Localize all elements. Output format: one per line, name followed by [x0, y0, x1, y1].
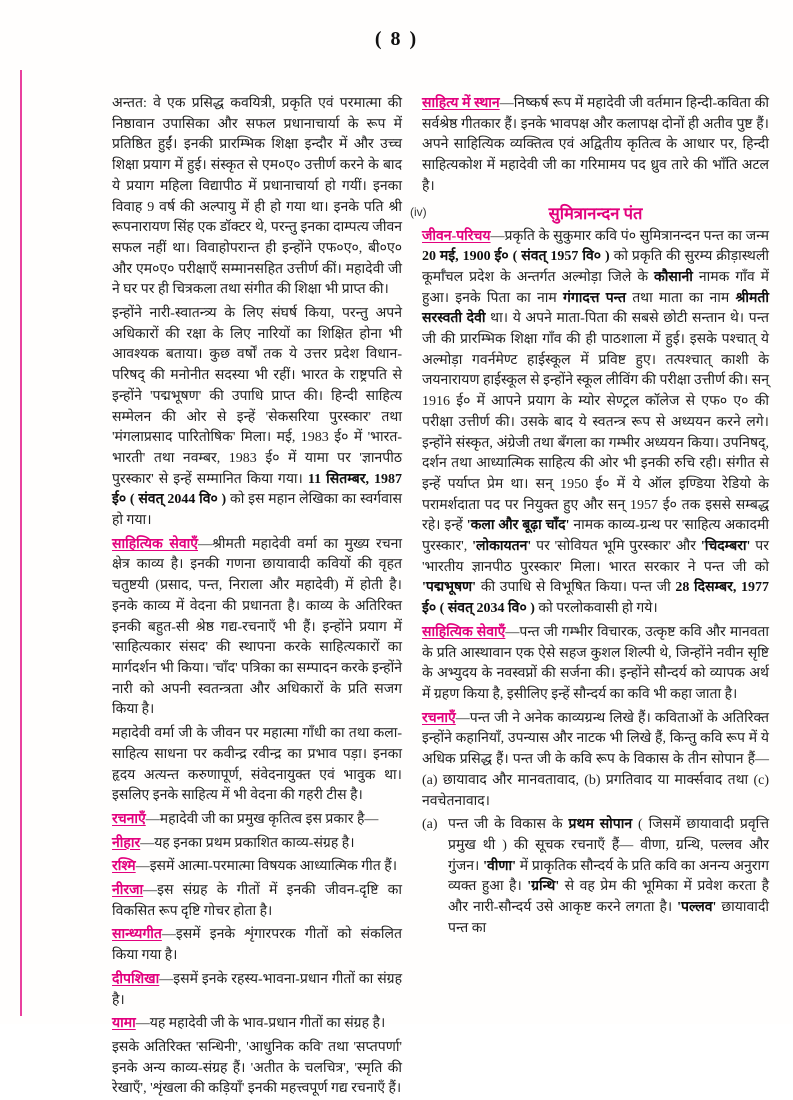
text-segment: महादेवी वर्मा जी के जीवन पर महात्मा गाँधी का तथा कला-साहित्य साधना पर कवीन्द्र रवीन्द्र का प्रभाव पड़ा। इनका हृदय अत्यन्त करुणापूर्ण, संवेदनायुक्त एवं भावुक था। इसलिए इनके साहित्य में भी वेदना की गहरी टीस है। [112, 726, 402, 804]
text-segment: गंगादत्त पन्त [562, 290, 626, 306]
left-column [112, 94, 402, 1097]
paragraph-sahityik-sevayen-pant [422, 623, 769, 706]
text-segment: छायावादी पन्त का [448, 900, 769, 936]
work-entry-nihar [112, 834, 402, 855]
text-segment: अन्तत: वे एक प्रसिद्ध कवयित्री, प्रकृति एवं परमात्मा की निष्ठावान उपासिका और सफल प्रधानाचार्या के रूप में प्रतिष्ठित हुईं। इनकी प्रारम्भिक शिक्षा इन्दौर में और उच्च शिक्षा प्रयाग में हुई। संस्कृत से एम०ए० उत्तीर्ण करने के बाद ये प्रयाग महिला विद्यापीठ में प्रधानाचार्या हो गयीं। इनका विवाह 9 वर्ष की अल्पायु में ही हो गया था। इनके पति श्री रूपनारायण सिंह एक डॉक्टर थे, परन्तु इनका दाम्पत्य जीवन सफल नहीं था। विवाहोपरान्त ही इन्होंने एफ०ए०, बी०ए० और एम०ए० परीक्षाएँ सम्मानसहित उत्तीर्ण कीं। महादेवी जी ने घर पर ही चित्रकला तथा संगीत की शिक्षा भी प्राप्त की। [112, 96, 402, 298]
text-segment: की उपाधि से विभूषित किया। पन्त जी [476, 580, 676, 596]
paragraph-influence [112, 724, 402, 807]
text-segment: को परलोकवासी हो गये। [534, 601, 658, 617]
text-segment: कौसानी [654, 269, 693, 285]
text-segment: —श्रीमती महादेवी वर्मा का मुख्य रचना क्षेत्र काव्य है। इनकी गणना छायावादी कवियों की वृहत चतुष्टयी (प्रसाद, पन्त, निराला और महादेवी) में होती है। इनके काव्य में वेदना की प्रधानता है। काव्य के अतिरिक्त इनकी बहुत-सी श्रेष्ठ गद्य-रचनाएँ भी हैं। इन्होंने प्रयाग में 'साहित्यकार संसद' की स्थापना करके साहित्यकारों का मार्गदर्शन भी किया। 'चाँद' पत्रिका का सम्पादन करके इन्होंने नारी को अपनी स्वतन्त्रता और अधिकारों के प्रति सजग किया है। [112, 536, 402, 718]
text-segment: —इसमें इनके रहस्य-भावना-प्रधान गीतों का संग्रह है। [112, 971, 402, 1008]
paragraph-rachnayen-pant [422, 709, 769, 813]
text-segment: पर 'भारतीय ज्ञानपीठ पुरस्कार' मिला। भारत सरकार ने पन्त जी को [422, 539, 769, 575]
text-segment: ( जिसमें छायावादी प्रवृत्ति प्रमुख थी ) की सूचक रचनाएँ हैं— वीणा, ग्रन्थि, पल्लव और गुंजन। [448, 817, 769, 874]
text-segment: इसके अतिरिक्त 'सन्धिनी', 'आधुनिक कवि' तथा 'सप्तपर्णा' इनके अन्य काव्य-संग्रह हैं। 'अतीत के चलचित्र', 'स्मृति की रेखाएँ', 'शृंखला की कड़ियाँ' इनकी महत्त्वपूर्ण गद्य रचनाएँ हैं। [112, 1039, 402, 1097]
text-segment: 'पद्मभूषण' [422, 580, 477, 596]
text-segment: प्रथम सोपान [568, 817, 633, 833]
text-segment: —यह महादेवी जी के भाव-प्रधान गीतों का संग्रह है। [135, 1016, 386, 1032]
text-segment: —इसमें आत्मा-परमात्मा विषयक आध्यात्मिक गीत हैं। [135, 859, 398, 875]
work-entry-sandhyageet [112, 925, 402, 966]
text-segment: पर 'सोवियत भूमि पुरस्कार' और [531, 539, 701, 555]
run-in-heading: जीवन-परिचय [422, 228, 491, 244]
work-entry-yama [112, 1014, 402, 1035]
section-heading-row [410, 201, 769, 224]
run-in-heading: साहित्यिक सेवाएँ [422, 624, 506, 640]
text-segment: को प्रकृति की सुरम्य क्रीड़ास्थली कूर्माँचल प्रदेश के अन्तर्गत अल्मोड़ा जिले के [422, 249, 769, 285]
run-in-heading: नीहार [112, 835, 141, 851]
text-segment: —निष्कर्ष रूप में महादेवी जी वर्तमान हिन्दी-कविता की सर्वश्रेष्ठ गीतकार हैं। इनके भावपक्ष और कलापक्ष दोनों ही अतीव पुष्ट हैं। अपने साहित्यिक व्यक्तित्व एवं अद्वितीय कृतित्व के आधार पर, हिन्दी साहित्यकोश में महादेवी जी का गरिमामय पद ध्रुव तारे की भाँति अटल है। [422, 96, 769, 194]
page-number: ( 8 ) [374, 28, 419, 50]
text-segment: श्रीमती सरस्वती देवी [422, 290, 769, 327]
text-segment: इन्होंने नारी-स्वातन्त्र्य के लिए संघर्ष किया, परन्तु अपने अधिकारों की रक्षा के लिए नारियों का शिक्षित होना भी आवश्यक बताया। कुछ वर्षों तक ये उत्तर प्रदेश विधान-परिषद् की मनोनीत सदस्या भी रहीं। भारत के राष्ट्रपति से इन्होंने 'पद्मभूषण' की उपाधि प्राप्त की। हिन्दी साहित्य सम्मेलन की ओर से इन्हें 'सेकसरिया पुरस्कार' तथा 'मंगलाप्रसाद पारितोषिक' मिला। मई, 1983 ई० में 'भारत-भारती' तथा नवम्बर, 1983 ई० में यामा पर 'ज्ञानपीठ पुरस्कार' से इन्हें सम्मानित किया गया। [112, 306, 402, 487]
text-segment: 'चिदम्बरा' [700, 539, 751, 555]
text-segment: 'वीणा' [483, 858, 517, 874]
text-segment: 'पल्लव' [677, 900, 717, 916]
paragraph-sahityik-sevayen [112, 535, 402, 721]
margin-rule-line [20, 70, 22, 1016]
work-entry-rashmi [112, 857, 402, 878]
work-entry-neerja [112, 881, 402, 922]
text-segment: से वह प्रेम की भूमिका में प्रवेश करता है और नारी-सौन्दर्य उसे आकृष्ट करने लगता है। [448, 879, 770, 916]
paragraph-awards [112, 304, 402, 532]
run-in-heading: सान्ध्यगीत [112, 927, 162, 943]
run-in-heading: दीपशिखा [112, 971, 160, 987]
run-in-heading: रचनाएँ [112, 811, 146, 827]
text-segment: —पन्त जी ने अनेक काव्यग्रन्थ लिखे हैं। कविताओं के अतिरिक्त इन्होंने कहानियाँ, उपन्यास और नाटक भी लिखे हैं, किन्तु कवि रूप में ये अधिक प्रसिद्ध हैं। पन्त जी के कवि रूप के विकास के तीन सोपान हैं—(a) छायावाद और मानवतावाद, (b) प्रगतिवाद या मार्क्सवाद तथा (c) नवचेतनावाद। [422, 710, 769, 809]
work-entry-deepshikha [112, 970, 402, 1011]
text-segment: पन्त जी के विकास के [448, 817, 569, 833]
run-in-heading: साहित्यिक सेवाएँ [112, 536, 198, 552]
text-segment: में प्राकृतिक सौन्दर्य के प्रति कवि का अनन्य अनुराग व्यक्त हुआ है। [448, 858, 769, 895]
paragraph-continuation [112, 94, 402, 301]
text-segment: 'ग्रन्थि' [527, 879, 560, 895]
text-segment: 20 मई, 1900 ई० ( संवत् 1957 वि० ) [422, 249, 610, 265]
run-in-heading: रचनाएँ [422, 710, 456, 726]
paragraph-sahitya-sthan [422, 94, 769, 198]
list-item-a [422, 815, 769, 939]
text-segment: 28 दिसम्बर, 1977 ई० ( संवत् 2034 वि० ) [422, 580, 770, 617]
text-segment: तथा माता का नाम [625, 290, 736, 306]
text-segment: —महादेवी जी का प्रमुख कृतित्व इस प्रकार है— [145, 811, 379, 827]
text-segment: 11 सितम्बर, 1987 ई० ( संवत् 2044 वि० ) [112, 471, 402, 508]
text-segment: 'कला और बूढ़ा चाँद' [466, 518, 570, 534]
text-segment: को इस महान लेखिका का स्वर्गवास हो गया। [112, 492, 402, 529]
right-column [410, 94, 770, 1018]
list-marker: (a) [422, 817, 438, 833]
text-segment: था। ये अपने माता-पिता की सबसे छोटी सन्तान थे। पन्त जी की प्रारम्भिक शिक्षा गाँव की ही पाठशाला में हुई। इसके पश्चात् ये अल्मोड़ा गवर्नमेण्ट हाईस्कूल में प्रविष्ट हुए। तत्पश्चात् काशी के जयनारायण हाईस्कूल से इन्होंने स्कूल लीविंग की परीक्षा उत्तीर्ण की। सन् 1916 ई० में आपने प्रयाग के म्योर सेण्ट्रल कॉलेज से एफ० ए० की परीक्षा उत्तीर्ण की। उसके बाद ये स्वतन्त्र रूप से अध्ययन करने लगे। इन्होंने संस्कृत, अंग्रेजी तथा बँगला का गम्भीर अध्ययन किया। उपनिषद्, दर्शन तथा आध्यात्मिक साहित्य की ओर भी इनकी रुचि रही। संगीत से इन्हें पर्याप्त प्रेम था। सन् 1950 ई० में ये ऑल इण्डिया रेडियो के परामर्शदाता पद पर नियुक्त हुए और सन् 1957 ई० तक इससे सम्बद्ध रहे। इन्हें [422, 311, 770, 534]
text-segment: —इस संग्रह के गीतों में इनकी जीवन-दृष्टि का विकसित रूप दृष्टि गोचर होता है। [112, 883, 402, 919]
text-segment: नामक गाँव में हुआ। इनके पिता का नाम [422, 269, 769, 306]
list-item-text [448, 817, 769, 936]
run-in-heading: रश्मि [112, 859, 136, 875]
text-segment: —पन्त जी गम्भीर विचारक, उत्कृष्ट कवि और मानवता के प्रति आस्थावान एक ऐसे सहज कुशल शिल्पी थे, जिन्होंने नवीन सृष्टि के अभ्युदय के नवस्वप्नों की सर्जना की। इन्होंने सौन्दर्य को व्यापक अर्थ में ग्रहण किया है, इसीलिए इन्हें सौन्दर्य का कवि भी कहा जाता है। [422, 624, 769, 702]
section-marker: (iv) [410, 204, 427, 219]
section-title: सुमित्रानन्दन पंत [548, 203, 643, 223]
text-segment: —यह इनका प्रथम प्रकाशित काव्य-संग्रह है। [140, 835, 355, 851]
text-segment: —प्रकृति के सुकुमार कवि पं० सुमित्रानन्दन पन्त का जन्म [490, 228, 769, 244]
paragraph-jeevan-parichay [422, 227, 769, 620]
run-in-heading: यामा [112, 1016, 136, 1032]
run-in-heading: साहित्य में स्थान [422, 96, 500, 111]
text-segment: —इसमें इनके शृंगारपरक गीतों को संकलित किया गया है। [112, 927, 402, 964]
text-segment: नामक काव्य-ग्रन्थ पर 'साहित्य अकादमी पुरस्कार', [422, 518, 769, 555]
two-column-layout [112, 94, 770, 1097]
paragraph-other-works [112, 1038, 402, 1100]
text-segment: 'लोकायतन' [472, 539, 532, 555]
paragraph-rachnayen-intro [112, 810, 402, 831]
run-in-heading: नीरजा [112, 883, 144, 899]
